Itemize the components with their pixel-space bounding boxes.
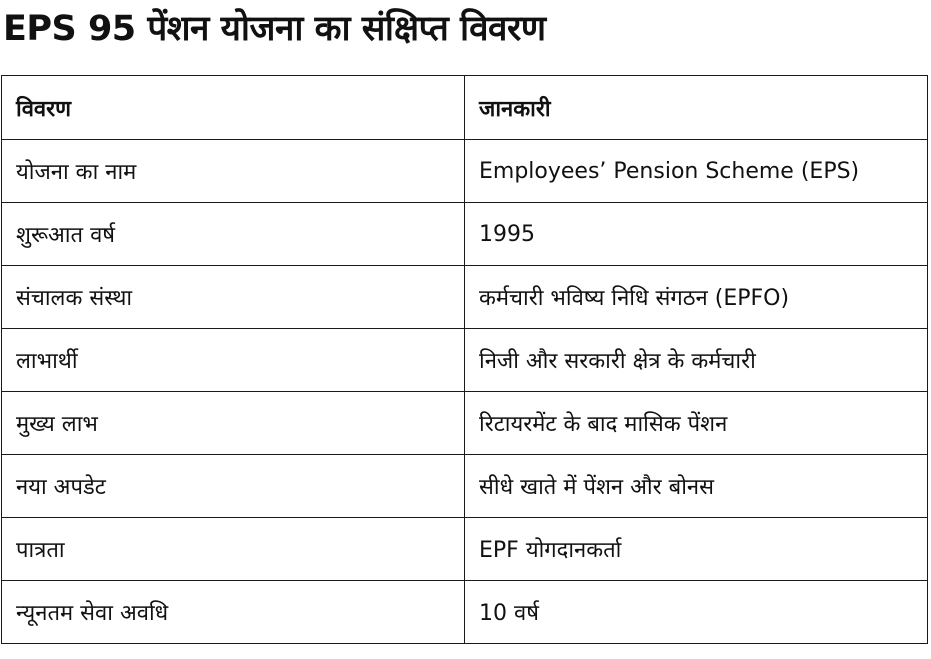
row-value: Employees’ Pension Scheme (EPS) <box>465 140 928 203</box>
table-row <box>2 203 928 266</box>
row-value: कर्मचारी भविष्य निधि संगठन (EPFO) <box>465 266 928 329</box>
table-row <box>2 266 928 329</box>
row-value: 1995 <box>465 203 928 266</box>
table-row <box>2 581 928 644</box>
row-value: निजी और सरकारी क्षेत्र के कर्मचारी <box>465 329 928 392</box>
row-label: संचालक संस्था <box>2 266 465 329</box>
row-label: शुरूआत वर्ष <box>2 203 465 266</box>
table-row <box>2 329 928 392</box>
table-row <box>2 455 928 518</box>
row-label: न्यूनतम सेवा अवधि <box>2 581 465 644</box>
row-value: रिटायरमेंट के बाद मासिक पेंशन <box>465 392 928 455</box>
column-header-details: विवरण <box>2 76 465 140</box>
column-header-information: जानकारी <box>465 76 928 140</box>
summary-table <box>1 75 928 644</box>
row-value: EPF योगदानकर्ता <box>465 518 928 581</box>
table-row <box>2 518 928 581</box>
table-row <box>2 392 928 455</box>
row-value: 10 वर्ष <box>465 581 928 644</box>
row-value: सीधे खाते में पेंशन और बोनस <box>465 455 928 518</box>
page-title: EPS 95 पेंशन योजना का संक्षिप्त विवरण <box>3 9 546 49</box>
row-label: योजना का नाम <box>2 140 465 203</box>
row-label: नया अपडेट <box>2 455 465 518</box>
table-header-row <box>2 76 928 140</box>
row-label: पात्रता <box>2 518 465 581</box>
row-label: मुख्य लाभ <box>2 392 465 455</box>
table-row <box>2 140 928 203</box>
row-label: लाभार्थी <box>2 329 465 392</box>
